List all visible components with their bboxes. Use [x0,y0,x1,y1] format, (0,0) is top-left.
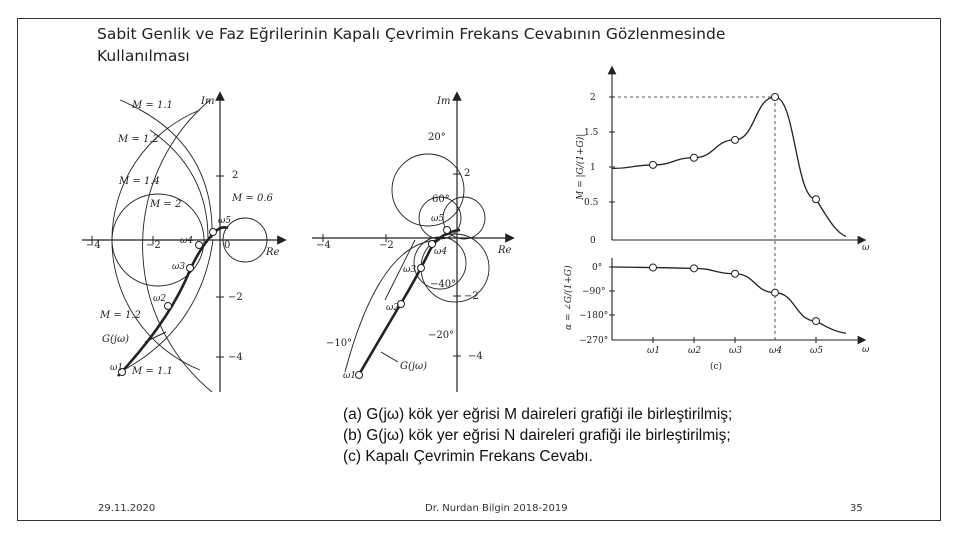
phase-curve [612,267,846,333]
plot-b-omega3: ω3 [403,265,417,275]
m-label-12-top: M = 1.2 [118,134,159,145]
plot-b-omega2: ω2 [386,303,400,313]
m-label-06: M = 0.6 [232,193,273,204]
magnitude-points [650,94,820,203]
plot-a-tick-y1: −2 [228,292,243,303]
plot-c [609,70,862,343]
omega-tick-3: ω3 [729,346,743,356]
plot-a-omega3: ω3 [172,262,186,272]
phase-x-label: ω [862,345,870,355]
plot-b-omega4: ω4 [434,247,448,257]
plot-a-tick-x2: 0 [224,240,231,251]
omega-tick-4: ω4 [769,346,783,356]
page-number: 35 [850,503,863,514]
plot-c-label: (c) [710,362,723,372]
mag-tick-1: 1 [590,163,596,173]
m-label-14: M = 1.4 [119,176,160,187]
plot-a-omega4: ω4 [180,236,194,246]
mag-tick-15: 1.5 [584,128,599,138]
n-label-minus40: −40° [430,279,457,290]
n-label-20: 20° [428,132,446,143]
m-label-12-bottom: M = 1.2 [100,310,141,321]
phase-point-omega3 [732,270,739,277]
phase-ylabel: α = ∠G/(1+G) [564,265,574,330]
caption-a: (a) G(jω) kök yer eğrisi M daireleri grafiği ile birleştirilmiş; [343,406,733,423]
plot-b-curve-label: G(jω) [400,361,428,372]
plot-b-tick-y0: 2 [464,168,471,179]
phase-tick-180: −180° [579,311,609,321]
mag-tick-05: 0.5 [584,198,599,208]
plot-b-tick-x0: −4 [316,240,331,251]
magnitude-point-omega1 [650,161,657,168]
omega3-marker-b [418,265,425,272]
phase-tick-90: −90° [582,287,606,297]
plot-b-tick-y1: −2 [464,291,479,302]
plot-b-omega5: ω5 [431,214,445,224]
m-label-11-top: M = 1.1 [132,100,173,111]
plot-a-omega1: ω1 [110,363,124,373]
phase-point-omega5 [813,318,820,325]
magnitude-point-omega5 [813,196,820,203]
omega-tick-5: ω5 [810,346,824,356]
plot-c-labels [563,93,870,372]
plot-b-tick-y2: −4 [468,351,483,362]
plot-a-curve-label: G(jω) [102,334,130,345]
magnitude-point-omega2 [691,154,698,161]
omega5-marker-b [444,227,451,234]
plot-b-tick-x1: −2 [379,240,394,251]
caption-b: (b) G(jω) kök yer eğrisi N daireleri grafiği ile birleştirilmiş; [343,427,731,444]
plot-a-labels [86,96,280,377]
caption-c: (c) Kapalı Çevrimin Frekans Cevabı. [343,448,593,465]
phase-point-omega1 [650,264,657,271]
footer-date: 29.11.2020 [98,503,156,514]
omega4-marker-a [196,242,203,249]
plot-a-tick-x1: −2 [146,240,161,251]
m-label-2: M = 2 [150,199,182,210]
plot-a-omega5: ω5 [218,216,232,226]
omega3-marker-a [187,265,194,272]
slide-title: Sabit Genlik ve Faz Eğrilerinin Kapalı Çevrimin Frekans Cevabının Gözlenmesinde Kullanılması [97,25,726,65]
footer-author: Dr. Nurdan Bilgin 2018-2019 [425,503,568,514]
mag-x-label: ω [862,243,870,253]
mag-tick-2: 2 [590,93,596,103]
plot-a-re-label: Re [266,247,280,258]
omega1-marker-b [356,372,363,379]
plot-a-im-label: Im [201,96,215,107]
phase-tick-270: −270° [579,336,609,346]
phase-point-omega2 [691,265,698,272]
omega-tick-2: ω2 [688,346,702,356]
magnitude-point-omega3 [732,136,739,143]
omega-tick-1: ω1 [647,346,661,356]
plot-b-omega1: ω1 [343,371,357,381]
n-label-minus20: −20° [428,330,455,341]
phase-tick-0: 0° [592,263,603,273]
omega5-marker-a [210,229,217,236]
n-label-minus10: −10° [326,338,353,349]
n-circle-20 [392,154,464,226]
mag-ylabel: M = |G/(1+G)| [576,133,586,200]
plot-b-re-label: Re [498,245,512,256]
plot-a-tick-x0: −4 [86,240,101,251]
phase-points [650,264,820,325]
m-label-11-bottom: M = 1.1 [132,366,173,377]
n-label-60: 60° [432,194,450,205]
phase-point-omega4 [772,289,779,296]
plot-a-tick-y2: −4 [228,352,243,363]
magnitude-curve [612,97,846,236]
magnitude-point-omega4 [772,94,779,101]
figure-captions [343,404,732,467]
plot-a-tick-y0: 2 [232,170,239,181]
plot-b-im-label: Im [437,96,451,107]
plot-a-omega2: ω2 [153,294,167,304]
mag-tick-0: 0 [590,236,596,246]
